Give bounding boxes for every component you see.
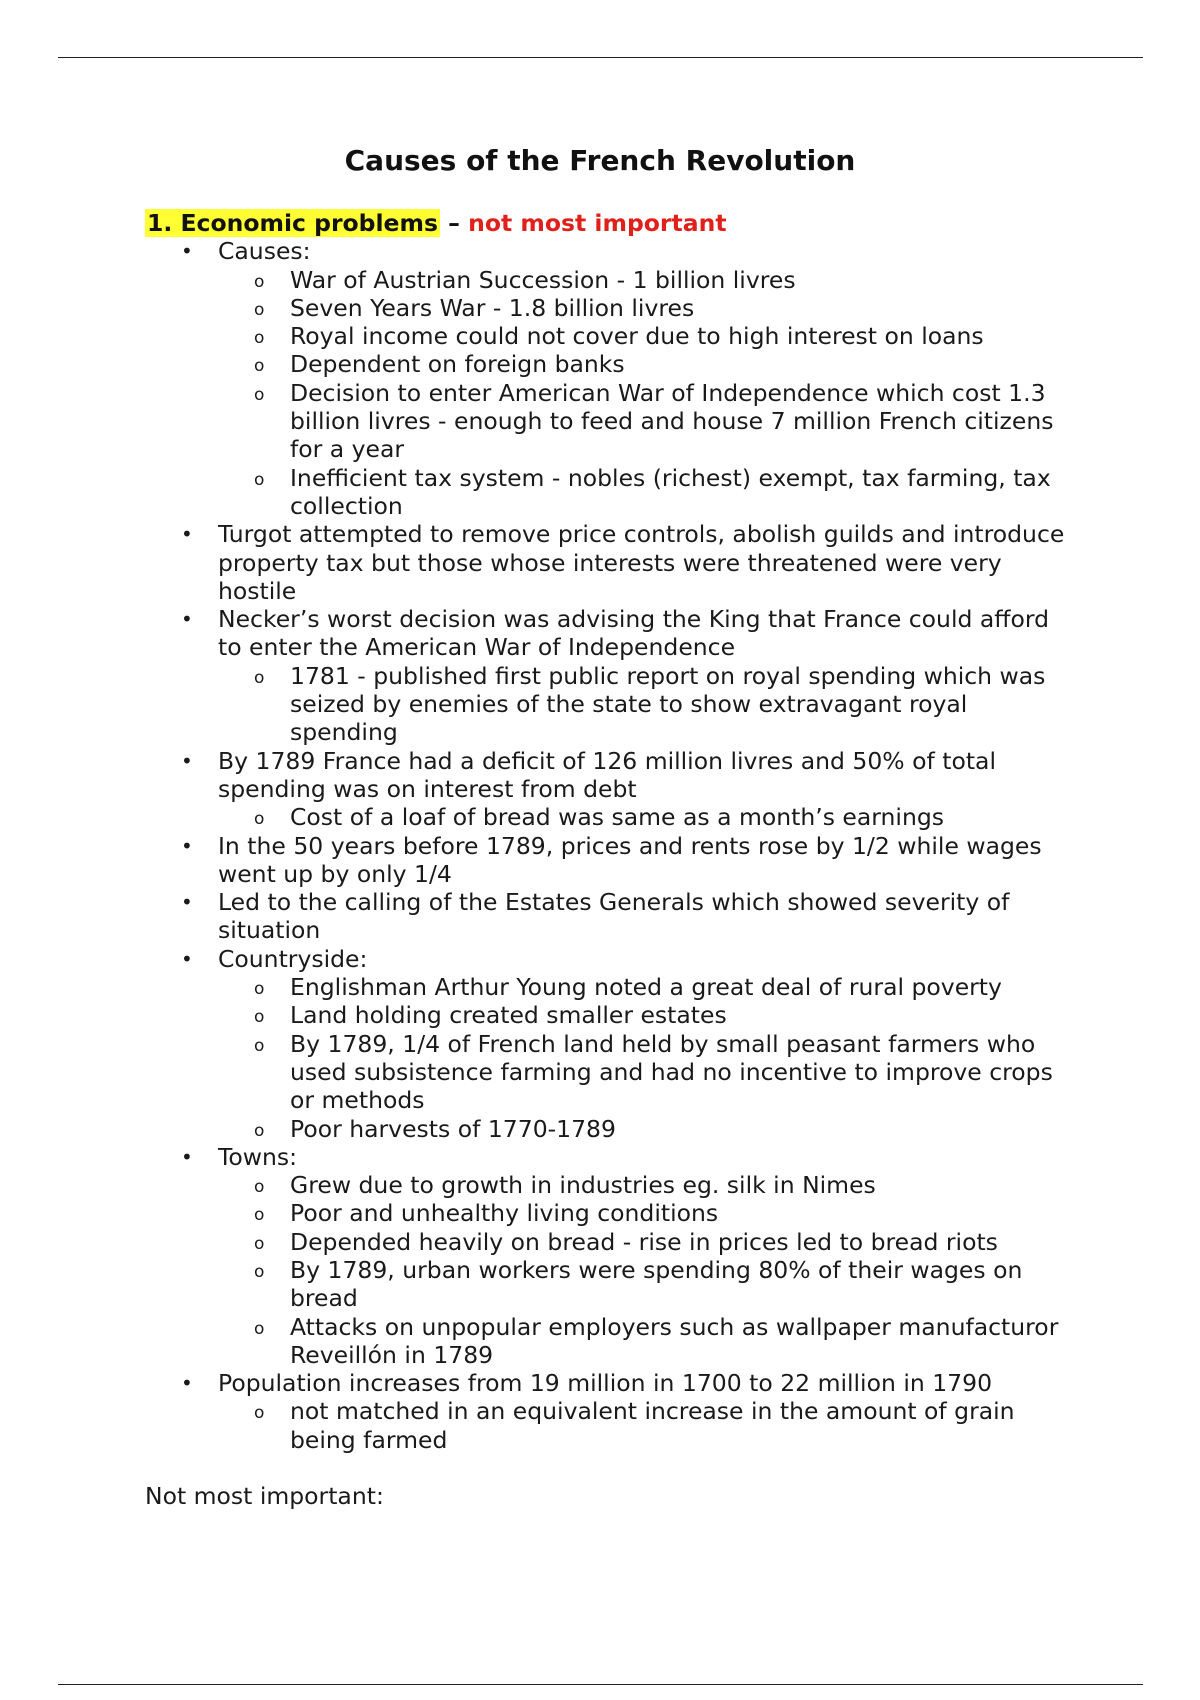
- list-item-text: In the 50 years before 1789, prices and rents rose by 1/2 while wages went up by only 1/4: [218, 831, 1042, 888]
- list-item: [145, 237, 1075, 520]
- sub-list: [218, 973, 1075, 1143]
- list-item: [145, 832, 1075, 889]
- sub-list-item: o Poor and unhealthy living conditions: [218, 1199, 1075, 1227]
- list-item: [145, 888, 1075, 945]
- document-body: [145, 209, 1075, 1510]
- sub-list-item: o By 1789, 1/4 of French land held by small peasant farmers who used subsistence farming and had no incentive to improve crops or methods: [218, 1030, 1075, 1115]
- section-heading-separator: –: [448, 209, 460, 237]
- sub-list-item: o War of Austrian Succession - 1 billion livres: [218, 266, 1075, 294]
- sub-list: [218, 662, 1075, 747]
- list-item-text: By 1789 France had a deficit of 126 million livres and 50% of total spending was on interest from debt: [218, 746, 996, 803]
- sub-list: [218, 266, 1075, 521]
- sub-list: [218, 803, 1075, 831]
- list-item: [145, 520, 1075, 605]
- spacer: [145, 1454, 1075, 1482]
- sub-list: [218, 1171, 1075, 1369]
- section-heading-note: not most important: [468, 209, 727, 237]
- list-item-text: Causes:: [218, 237, 311, 266]
- list-item-text: Necker’s worst decision was advising the King that France could afford to enter the American War of Independence: [218, 605, 1050, 662]
- sub-list-item: o Depended heavily on bread - rise in prices led to bread riots: [218, 1228, 1075, 1256]
- closing-text: Not most important:: [145, 1482, 384, 1511]
- list-item: [145, 945, 1075, 1143]
- sub-list-item: o Decision to enter American War of Independence which cost 1.3 billion livres - enough to feed and house 7 million French citizens for a year: [218, 379, 1075, 464]
- sub-list-item: o Inefficient tax system - nobles (richest) exempt, tax farming, tax collection: [218, 464, 1075, 521]
- list-item: [145, 1369, 1075, 1454]
- sub-list-item: o 1781 - published first public report on royal spending which was seized by enemies of the state to show extravagant royal spending: [218, 662, 1075, 747]
- list-item-text: Led to the calling of the Estates Generals which showed severity of situation: [218, 888, 1010, 945]
- sub-list-item: o Englishman Arthur Young noted a great deal of rural poverty: [218, 973, 1075, 1001]
- sub-list-item: o Attacks on unpopular employers such as wallpaper manufacturor Reveillón in 1789: [218, 1313, 1075, 1370]
- sub-list-item: o Royal income could not cover due to high interest on loans: [218, 322, 1075, 350]
- list-item-text: Turgot attempted to remove price controls, abolish guilds and introduce property tax but those whose interests were threatened were very hostile: [218, 520, 1065, 605]
- sub-list-item: o By 1789, urban workers were spending 80% of their wages on bread: [218, 1256, 1075, 1313]
- sub-list-item: o not matched in an equivalent increase in the amount of grain being farmed: [218, 1397, 1075, 1454]
- list-item-text: Countryside:: [218, 944, 368, 973]
- page-title: Causes of the French Revolution: [344, 144, 856, 177]
- sub-list-item: o Poor harvests of 1770-1789: [218, 1115, 1075, 1143]
- sub-list-item: o Cost of a loaf of bread was same as a month’s earnings: [218, 803, 1075, 831]
- section-heading: [145, 209, 1075, 237]
- footer-rule: [58, 1684, 1143, 1685]
- section-heading-label: 1. Economic problems: [147, 209, 438, 237]
- sub-list: [218, 1397, 1075, 1454]
- sub-list-item: o Dependent on foreign banks: [218, 350, 1075, 378]
- sub-list-item: o Seven Years War - 1.8 billion livres: [218, 294, 1075, 322]
- list-item: [145, 1143, 1075, 1369]
- list-item-text: Population increases from 19 million in 1700 to 22 million in 1790: [218, 1369, 993, 1398]
- list-item: [145, 605, 1075, 746]
- list-item-text: Towns:: [218, 1142, 298, 1171]
- sub-list-item: o Grew due to growth in industries eg. silk in Nimes: [218, 1171, 1075, 1199]
- sub-list-item: o Land holding created smaller estates: [218, 1001, 1075, 1029]
- header-rule: [58, 57, 1143, 58]
- list-item: [145, 747, 1075, 832]
- bullet-list: [145, 237, 1075, 1454]
